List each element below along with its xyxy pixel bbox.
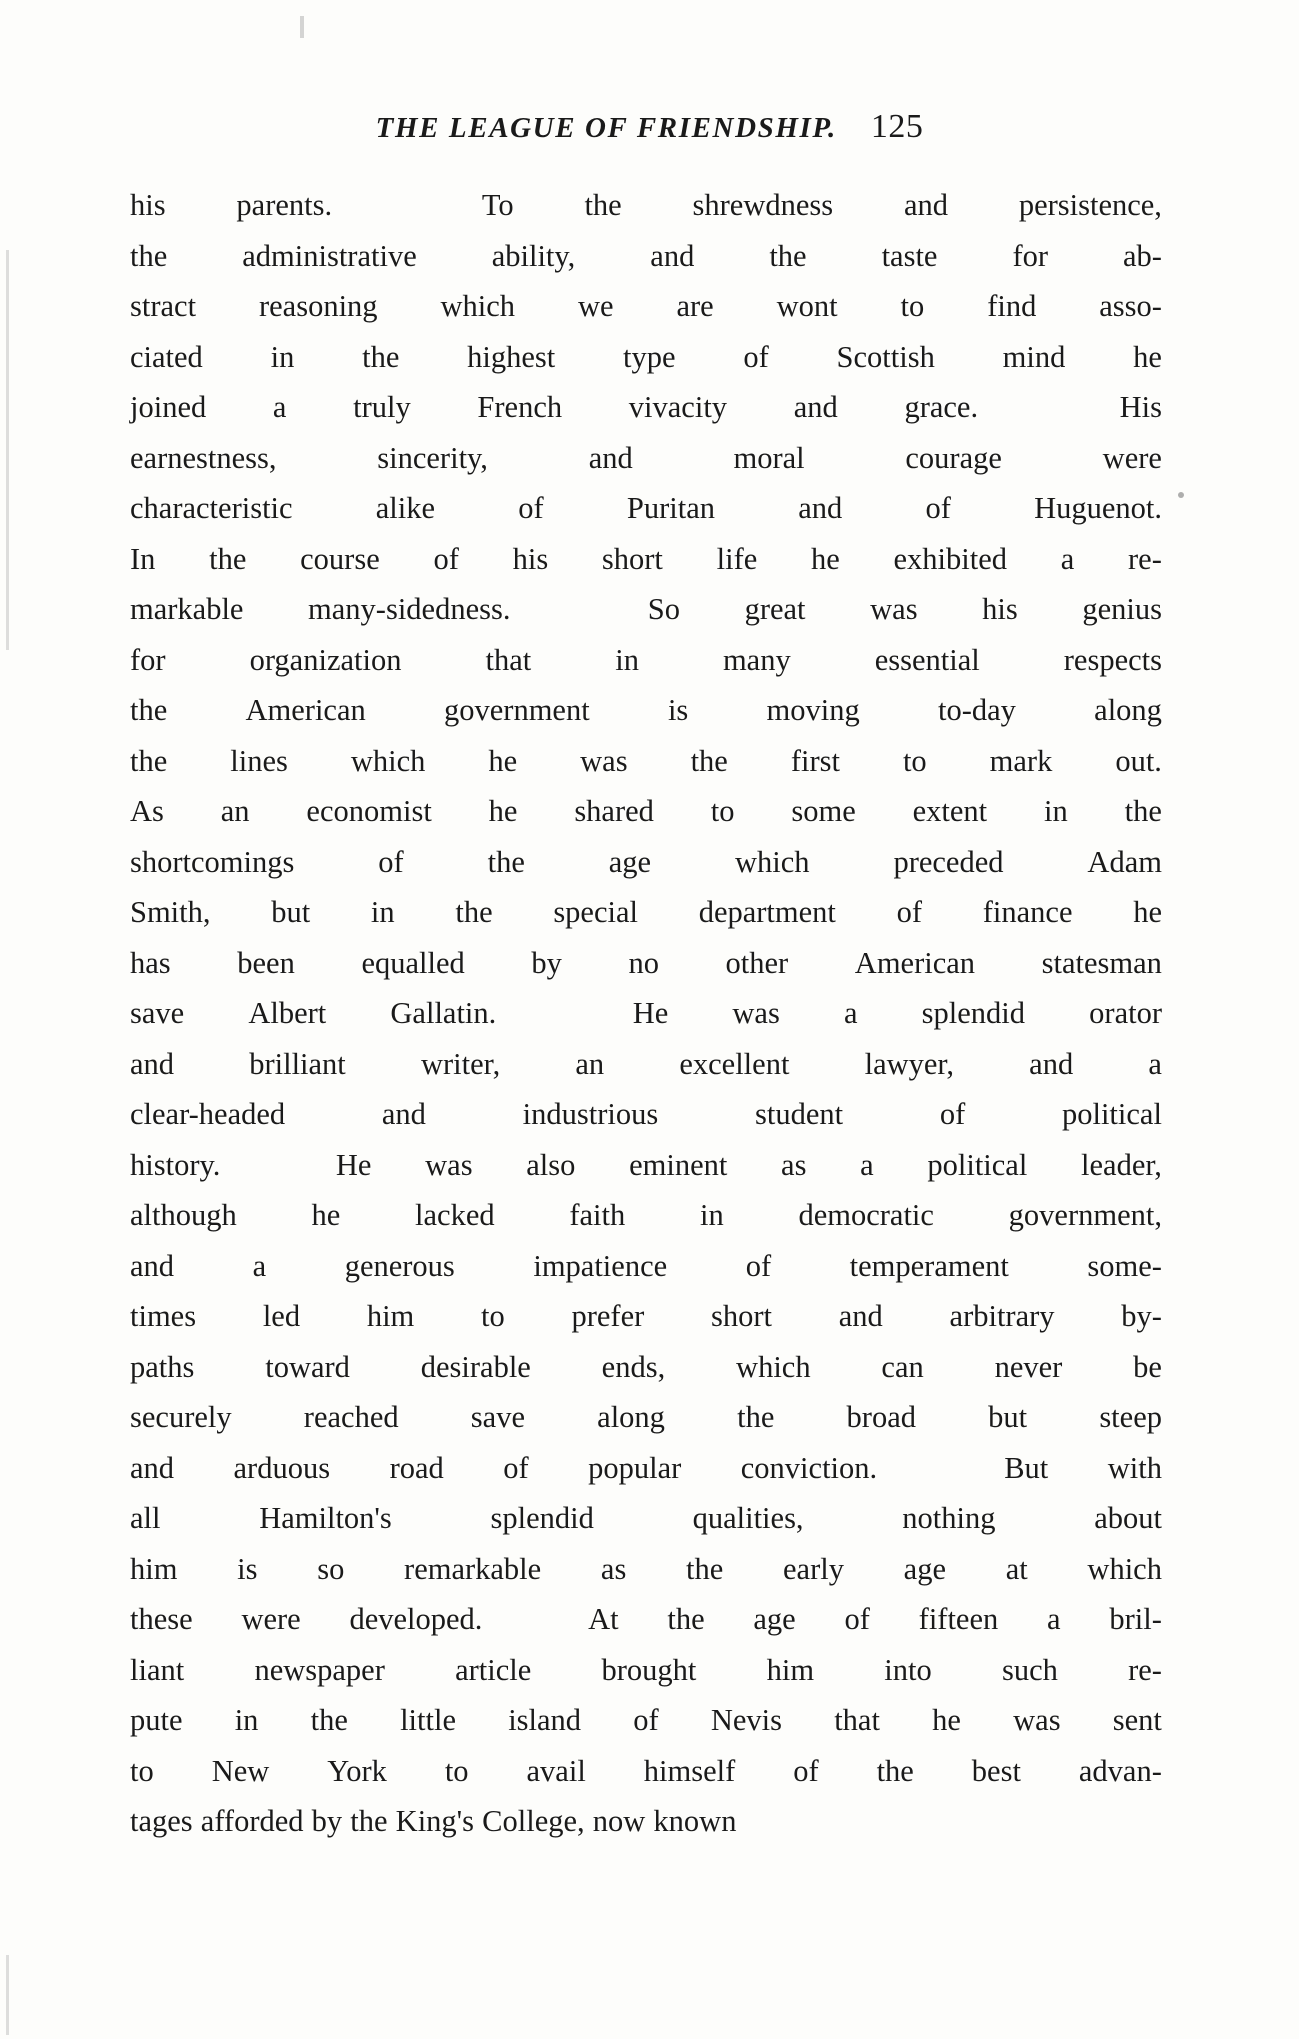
page-number: 125 (870, 108, 924, 145)
body-text (130, 180, 1162, 1897)
scan-edge-artifact-left (6, 250, 9, 650)
text-line: although he lacked faith in democratic government, (130, 1198, 1162, 1232)
paragraph (130, 180, 1162, 1897)
text-line: In the course of his short life he exhibited a re- (130, 541, 1162, 576)
text-line: has been equalled by no other American statesman (130, 945, 1162, 980)
text-line: paths toward desirable ends, which can never be (130, 1349, 1162, 1384)
text-line: pute in the little island of Nevis that he was sent (130, 1703, 1162, 1737)
text-line: him is so remarkable as the early age at which (130, 1551, 1162, 1586)
text-line: the administrative ability, and the taste for ab- (130, 238, 1162, 273)
text-line: and brilliant writer, an excellent lawyer, and a (130, 1046, 1162, 1081)
text-line: securely reached save along the broad but steep (130, 1400, 1162, 1434)
text-line: stract reasoning which we are wont to find asso- (130, 289, 1162, 323)
text-line: markable many-sidedness. So great was his genius (130, 592, 1162, 626)
scan-edge-artifact-left-lower (6, 1955, 9, 2035)
text-line: his parents. To the shrewdness and persistence, (130, 188, 1162, 222)
text-line: tages afforded by the King's College, now known (130, 1804, 737, 1838)
text-line: Smith, but in the special department of finance he (130, 895, 1162, 929)
running-head-title: THE LEAGUE OF FRIENDSHIP. (375, 112, 837, 144)
scan-speck-top (300, 16, 304, 38)
text-line: times led him to prefer short and arbitrary by- (130, 1299, 1162, 1333)
running-head (0, 108, 1299, 156)
text-line: and arduous road of popular conviction. But with (130, 1450, 1162, 1485)
text-line: joined a truly French vivacity and grace. His (130, 390, 1162, 424)
text-line: clear-headed and industrious student of political (130, 1097, 1162, 1131)
text-line: all Hamilton's splendid qualities, nothing about (130, 1501, 1162, 1535)
text-line: for organization that in many essential respects (130, 642, 1162, 677)
text-line: save Albert Gallatin. He was a splendid orator (130, 996, 1162, 1030)
text-line: these were developed. At the age of fifteen a bril- (130, 1602, 1162, 1636)
text-line: earnestness, sincerity, and moral courage were (130, 440, 1162, 475)
scan-speck-right (1178, 492, 1184, 498)
text-line: the lines which he was the first to mark out. (130, 743, 1162, 778)
text-line: history. He was also eminent as a political leader, (130, 1147, 1162, 1182)
text-line: As an economist he shared to some extent in the (130, 794, 1162, 828)
text-line: characteristic alike of Puritan and of Huguenot. (130, 491, 1162, 525)
text-line: liant newspaper article brought him into such re- (130, 1652, 1162, 1687)
text-line: shortcomings of the age which preceded Adam (130, 844, 1162, 879)
text-line: the American government is moving to-day along (130, 693, 1162, 727)
text-line: to New York to avail himself of the best advan- (130, 1753, 1162, 1788)
text-line: and a generous impatience of temperament some- (130, 1248, 1162, 1283)
text-line: ciated in the highest type of Scottish mind he (130, 339, 1162, 374)
